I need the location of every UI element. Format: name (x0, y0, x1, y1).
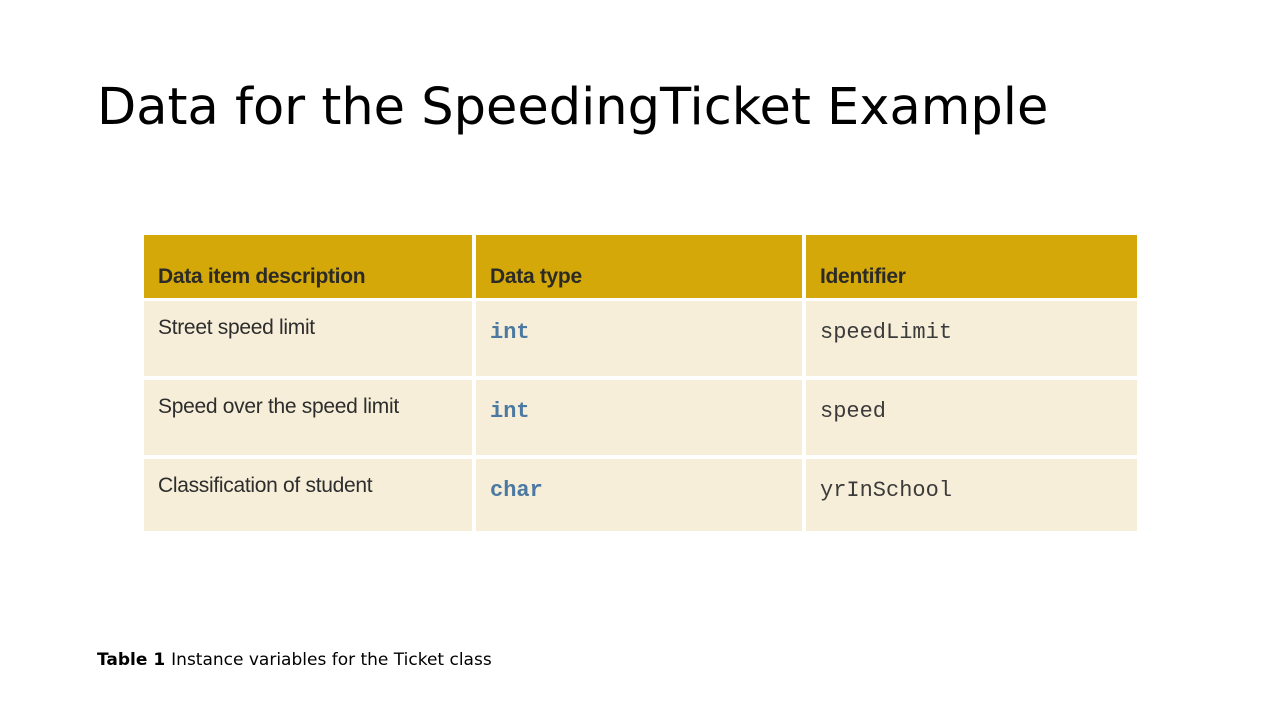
row-data-type: int (474, 378, 804, 457)
instance-variables-table (144, 235, 1137, 531)
row-description: Classification of student (144, 457, 474, 531)
table-caption (97, 650, 492, 670)
header-identifier: Identifier (804, 235, 1137, 299)
row-identifier: yrInSchool (804, 457, 1137, 531)
slide-title: Data for the SpeedingTicket Example (97, 78, 1049, 137)
row-description: Street speed limit (144, 299, 474, 378)
table-row (144, 378, 1137, 457)
caption-label: Table 1 (97, 650, 166, 670)
caption-text: Instance variables for the Ticket class (171, 650, 492, 670)
row-identifier: speed (804, 378, 1137, 457)
row-identifier: speedLimit (804, 299, 1137, 378)
header-data-type: Data type (474, 235, 804, 299)
table-header-row (144, 235, 1137, 299)
row-data-type: int (474, 299, 804, 378)
row-data-type: char (474, 457, 804, 531)
header-description: Data item description (144, 235, 474, 299)
table-row (144, 457, 1137, 531)
table-row (144, 299, 1137, 378)
row-description: Speed over the speed limit (144, 378, 474, 457)
